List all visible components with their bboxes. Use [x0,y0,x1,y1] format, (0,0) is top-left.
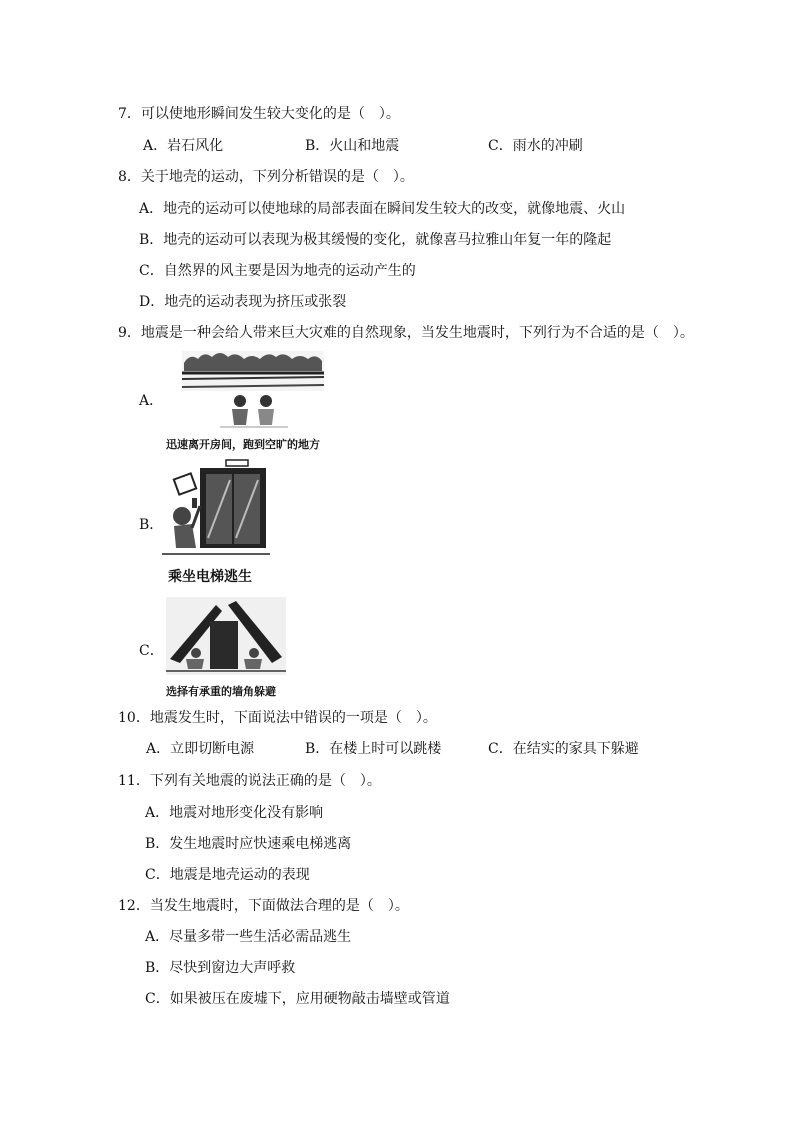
option-c: C．在结实的家具下躲避 [488,741,639,757]
option-a: A． [139,393,164,409]
image-caption: 迅速离开房间，跑到空旷的地方 [166,438,320,451]
option-b: B．地壳的运动可以表现为极其缓慢的变化，就像喜马拉雅山年复一年的隆起 [139,232,612,248]
question-text: 地震发生时，下面说法中错误的一项是（ ）。 [149,710,437,726]
question-number: 8． [118,169,141,185]
elevator-illustration [162,458,270,560]
image-caption: 选择有承重的墙角躲避 [166,685,276,698]
question-text: 关于地壳的运动，下列分析错误的是（ ）。 [140,169,414,185]
option-a: A．岩石风化 [143,138,224,154]
option-c: C． [139,643,164,659]
option-b: B．发生地震时应快速乘电梯逃离 [145,836,352,852]
question-8 [118,166,414,186]
option-b: B． [139,517,164,533]
question-12 [118,895,409,915]
option-a: A．立即切断电源 [146,741,255,757]
option-b: B．在楼上时可以跳楼 [305,741,442,757]
question-number: 7． [118,106,141,122]
option-c: C．雨水的冲刷 [488,138,583,154]
question-number: 10． [118,710,150,726]
question-9 [118,322,694,342]
option-a: A．地震对地形变化没有影响 [145,805,324,821]
question-text: 可以使地形瞬间发生较大变化的是（ ）。 [140,106,400,122]
option-b: B．尽快到窗边大声呼救 [145,960,296,976]
option-a: A．尽量多带一些生活必需品逃生 [145,929,352,945]
option-c: C．地震是地壳运动的表现 [145,867,310,883]
question-number: 11． [118,773,150,789]
option-d: D．地壳的运动表现为挤压或张裂 [139,294,347,310]
question-number: 12． [118,898,150,914]
open-field-illustration [182,347,324,431]
option-c: C．自然界的风主要是因为地壳的运动产生的 [139,263,416,279]
question-10 [118,707,437,727]
question-11 [118,770,381,790]
question-number: 9． [118,325,141,341]
wall-corner-illustration [166,597,286,675]
option-c: C．如果被压在废墟下，应用硬物敲击墙壁或管道 [145,991,450,1007]
image-caption: 乘坐电梯逃生 [168,569,252,585]
option-a: A．地壳的运动可以使地球的局部表面在瞬间发生较大的改变，就像地震、火山 [139,201,626,217]
option-b: B．火山和地震 [305,138,400,154]
question-text: 地震是一种会给人带来巨大灾难的自然现象，当发生地震时，下列行为不合适的是（ ）。 [140,325,694,341]
question-text: 下列有关地震的说法正确的是（ ）。 [149,773,381,789]
question-text: 当发生地震时，下面做法合理的是（ ）。 [149,898,409,914]
question-7 [118,103,400,123]
